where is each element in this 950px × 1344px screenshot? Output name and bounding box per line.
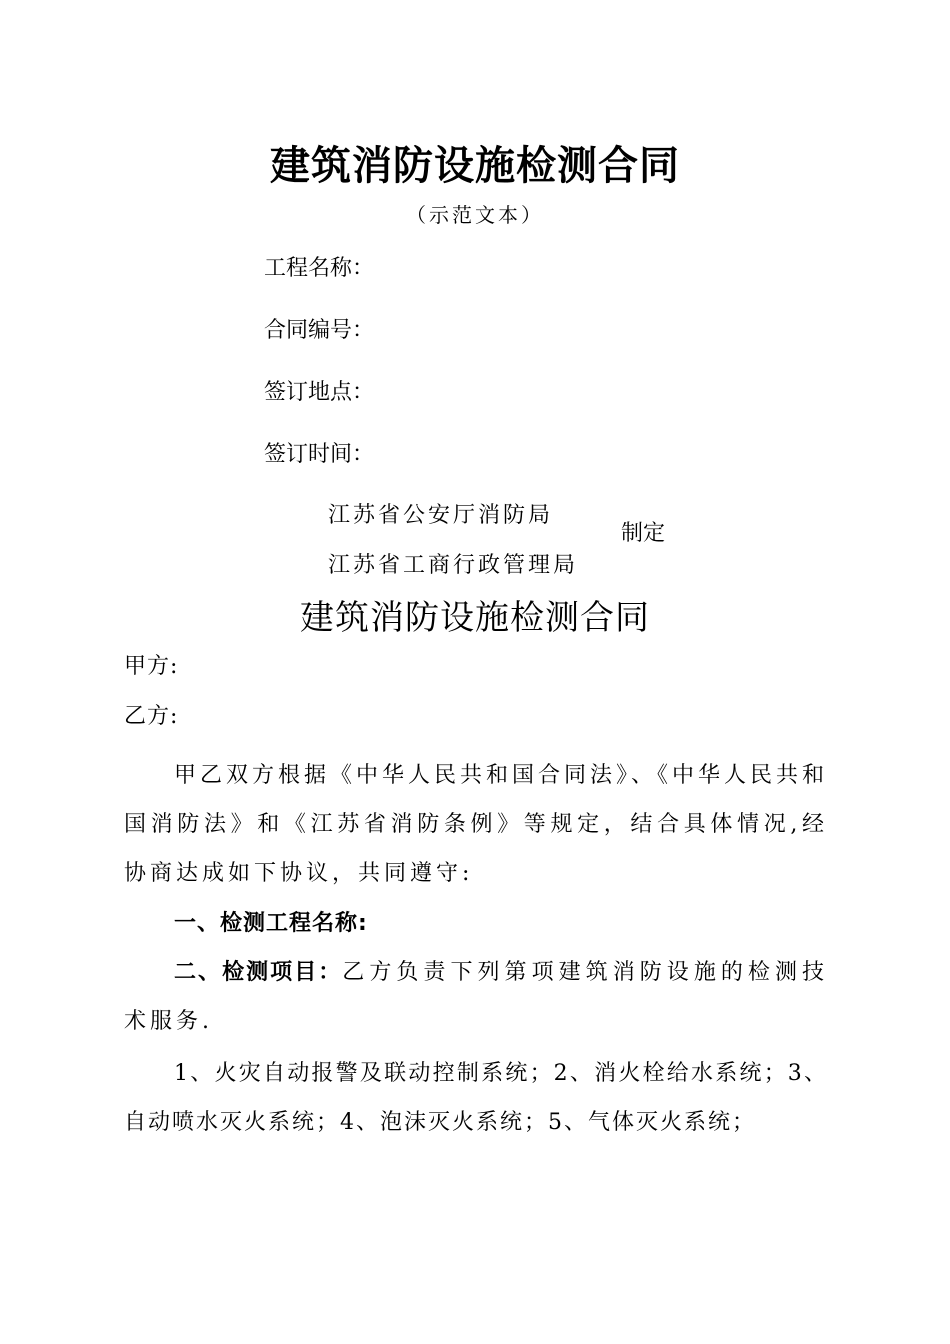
project-name-field: 工程名称： [264, 256, 375, 281]
section-2-paragraph [124, 948, 828, 1046]
issuer-commerce-bureau: 江苏省工商行政管理局 [328, 553, 579, 578]
cover-subtitle: （示范文本） [406, 203, 544, 227]
sign-place-field: 签订地点： [264, 380, 375, 405]
cover-title: 建筑消防设施检测合同 [270, 143, 680, 189]
preamble-paragraph: 甲乙双方根据《中华人民共和国合同法》、《中华人民共和国消防法》和《江苏省消防条例》等规定，结合具体情况,经协商达成如下协议，共同遵守: [124, 763, 829, 886]
sign-time-field: 签订时间： [264, 442, 375, 467]
party-b-label: 乙方: [124, 704, 179, 729]
party-a-label: 甲方: [124, 654, 179, 679]
issuer-fire-bureau: 江苏省公安厅消防局 [328, 503, 554, 528]
issued-label: 制定 [621, 521, 666, 546]
systems-list-paragraph: 1、火灾自动报警及联动控制系统；2、消火栓给水系统；3、自动喷水灭火系统；4、泡沫灭火系统；5、气体灭火系统； [124, 1061, 828, 1135]
section-2-text: 乙方负责下列第项建筑消防设施的检测技术服务. [124, 960, 828, 1034]
section-1-heading [124, 899, 828, 948]
contract-title: 建筑消防设施检测合同 [300, 598, 650, 638]
section-2-heading: 二、检测项目： [174, 960, 343, 985]
contract-number-field: 合同编号： [264, 318, 375, 343]
section-1-heading-text: 一、检测工程名称: [174, 911, 368, 936]
